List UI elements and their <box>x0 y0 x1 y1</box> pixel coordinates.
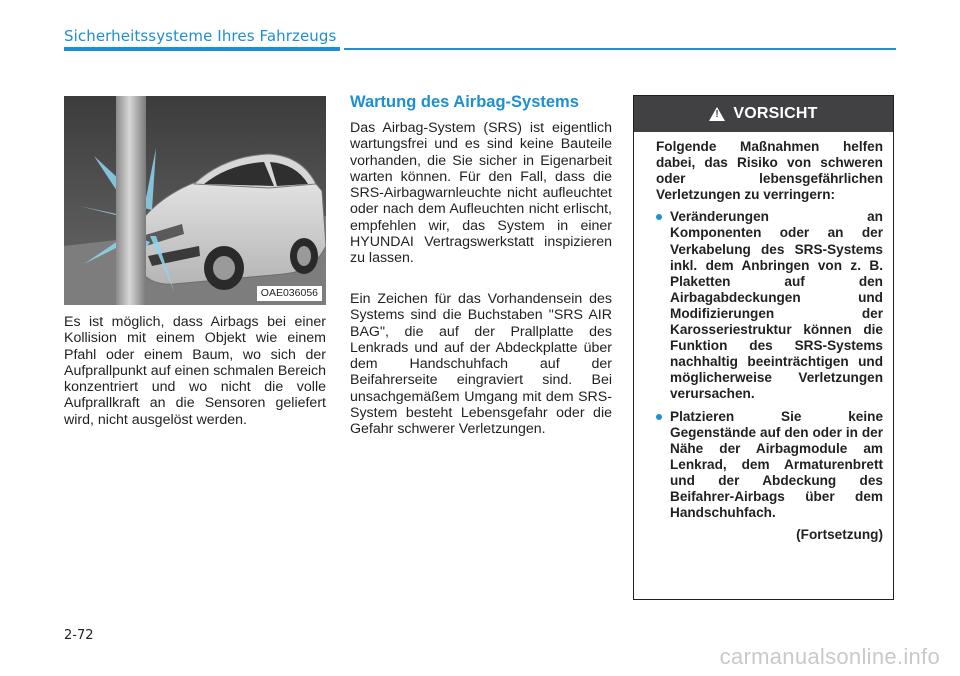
car-pole-collision-image <box>64 96 326 305</box>
column2-paragraph-2: Ein Zeichen für das Vorhandensein des Systems sind die Buchstaben "SRS AIR BAG", die auf der Prallplatte des Lenkrads und auf der Abdeckplatte über dem Handschuhfach auf der Beifahrerseite eingraviert sind. Bei unsachgemäßem Umgang mit dem SRS-System besteht Lebensgefahr oder die Gefahr schwerer Verletzungen. <box>350 291 612 438</box>
section-title: Sicherheitssysteme Ihres Fahrzeugs <box>64 27 337 45</box>
caution-item: Platzieren Sie keine Gegenstände auf den oder in der Nähe der Airbagmodule am Lenkrad, dem Armaturenbrett und der Abdeckung des Beifahrer-Airbags über dem Handschuhfach. <box>656 409 883 522</box>
watermark: carmanualsonline.info <box>719 644 940 669</box>
warning-triangle-icon <box>709 107 725 121</box>
header-rule-thin <box>344 48 896 50</box>
caution-body <box>634 132 893 543</box>
caution-list <box>656 209 883 521</box>
caution-box <box>633 95 894 600</box>
column1-paragraph: Es ist möglich, dass Airbags bei einer Kollision mit einem Objekt wie einem Pfahl oder einem Baum, wo sich der Aufprallpunkt auf einen schmalen Bereich konzentriert und wo nicht die volle Aufprallkraft an die Sensoren geliefert wird, nicht ausgelöst werden. <box>64 314 326 428</box>
caution-header <box>634 96 893 132</box>
column2-paragraph-1: Das Airbag-System (SRS) ist eigentlich wartungsfrei und es sind keine Bauteile vorhanden, die Sie sicher in Eigenarbeit warten können. Für den Fall, dass die SRS-Airbagwarnleuchte nicht aufleuchtet oder nach dem Aufleuchten nicht erlischt, empfehlen wir, das System in einer HYUNDAI Vertragswerkstatt inspizieren zu lassen. <box>350 120 612 267</box>
continuation-note: (Fortsetzung) <box>796 527 883 543</box>
header-rule-thick <box>64 47 340 51</box>
figure-code: OAE036056 <box>257 286 322 301</box>
caution-title: VORSICHT <box>733 105 818 122</box>
caution-intro: Folgende Maßnahmen helfen dabei, das Risiko von schweren oder lebensgefährlichen Verletzungen zu verringern: <box>656 139 883 203</box>
crash-illustration <box>64 96 326 305</box>
page-number: 2-72 <box>64 628 94 643</box>
section-heading: Wartung des Airbag-Systems <box>350 93 579 111</box>
caution-item: Veränderungen an Komponenten oder an der Verkabelung des SRS-Systems inkl. dem Anbringen von z. B. Plaketten auf den Airbagabdeckungen und Modifizierungen der Karosseriestruktur können die Funktion des SRS-Systems nachhaltig beeinträchtigen und möglicherweise Verletzungen verursachen. <box>656 209 883 402</box>
